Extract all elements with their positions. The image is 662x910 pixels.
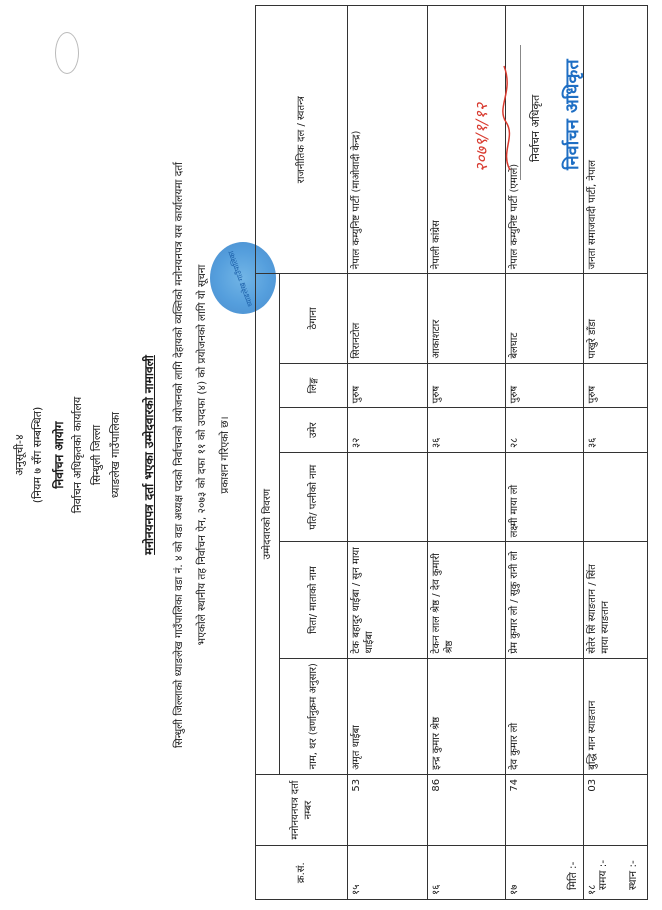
cell-gender: पुरुष bbox=[348, 363, 428, 408]
cell-parent: टेक बहादुर थाईबा / सुन माया थाईबा bbox=[348, 542, 428, 658]
date-label: मिति :- bbox=[567, 861, 579, 890]
table-row bbox=[428, 6, 506, 900]
cell-name: बुद्धि मान स्याङतान bbox=[584, 658, 648, 774]
cell-address: आकाशटार bbox=[428, 274, 506, 363]
cell-party: नेपाली कांग्रेस bbox=[428, 6, 506, 274]
rule-reference: (नियम ७ सँग सम्बन्धित) bbox=[31, 406, 44, 504]
cell-name: देव कुमार लो bbox=[506, 658, 584, 774]
cell-reg-no: 74 bbox=[506, 774, 584, 846]
cell-party: जनता समाजवादी पार्टी, नेपाल bbox=[584, 6, 648, 274]
office-name: निर्वाचन अधिकृतको कार्यालय bbox=[71, 396, 84, 514]
cell-parent: टेकन लाल श्रेष्ठ / देव कुमारी श्रेष्ठ bbox=[428, 542, 506, 658]
handwritten-signature-date: २०७९/१/१२ bbox=[472, 102, 491, 172]
seal-text: ध्याङलेख गाउँपालिका bbox=[226, 249, 255, 308]
cell-gender: पुरुष bbox=[428, 363, 506, 408]
cell-spouse bbox=[348, 453, 428, 542]
cell-parent: प्रेम कुमार लो / सुकु रानी लो bbox=[506, 542, 584, 658]
signature-flourish bbox=[498, 62, 518, 172]
district-name: सिन्धुली जिल्ला bbox=[90, 424, 103, 486]
cell-reg-no: 86 bbox=[428, 774, 506, 846]
cell-address: पाखुरे डाँडा bbox=[584, 274, 648, 363]
cell-name: इन्द्र कुमार श्रेष्ठ bbox=[428, 658, 506, 774]
municipality-name: ध्याङलेख गाउँपालिका bbox=[109, 411, 122, 499]
header-name: नाम, थर (वर्णानुक्रम अनुसार) bbox=[280, 658, 348, 774]
notice-line-3: प्रकाशन गरिएको छ। bbox=[219, 416, 231, 494]
cell-name: अमृत थाईबा bbox=[348, 658, 428, 774]
cell-serial: १५ bbox=[348, 846, 428, 900]
cell-gender: पुरुष bbox=[584, 363, 648, 408]
cell-gender: पुरुष bbox=[506, 363, 584, 408]
cell-party: नेपाल कम्युनिष्ट पार्टी (एमाले) bbox=[506, 6, 584, 274]
header-gender: लिङ्ग bbox=[280, 363, 348, 408]
candidate-table bbox=[255, 5, 648, 900]
cell-spouse bbox=[584, 453, 648, 542]
header-candidate-group: उम्मेदवारको विवरण bbox=[256, 274, 280, 775]
cell-age: ३६ bbox=[428, 408, 506, 453]
notice-line-2: भएकोले स्थानीय तह निर्वाचन ऐन, २०७३ को दफा ११ को उपदफा (४) को प्रयोजनको लागि यो सूचना bbox=[196, 264, 208, 646]
document-title: मनोनयनपत्र दर्ता भएका उम्मेदवारको नामावली bbox=[142, 355, 156, 555]
cell-address: सिरानटोल bbox=[348, 274, 428, 363]
header-address: ठेगाना bbox=[280, 274, 348, 363]
cell-parent: सेतेर सिं स्याङतान / सिंत माया स्याङतान bbox=[584, 542, 648, 658]
cell-reg-no: 03 bbox=[584, 774, 648, 846]
table-row bbox=[348, 6, 428, 900]
notice-line-1: सिन्धुली जिल्लाको ध्याङलेख गाउँपालिका वडा नं. ४ को वडा अध्यक्ष पदको निर्वाचनको प्रयोजनको लागि देहायको व्यक्तिको मनोनयनपत्र यस कार्यालयमा दर्ता bbox=[173, 162, 185, 748]
cell-serial: १६ bbox=[428, 846, 506, 900]
table-row bbox=[584, 6, 648, 900]
cell-party: नेपाल कम्युनिष्ट पार्टी (माओवादी केन्द्र) bbox=[348, 6, 428, 274]
cell-reg-no: 53 bbox=[348, 774, 428, 846]
header-reg-no: मनोनयनपत्र दर्ता नम्बर bbox=[256, 774, 348, 846]
cell-serial: १८ bbox=[584, 846, 648, 900]
cell-age: ३६ bbox=[584, 408, 648, 453]
officer-stamp: निर्वाचन अधिकृत bbox=[562, 59, 583, 170]
signature-line bbox=[520, 45, 521, 180]
cell-serial: १७ bbox=[506, 846, 584, 900]
header-serial: क्र.सं. bbox=[256, 846, 348, 900]
place-label: स्थान :- bbox=[627, 860, 639, 890]
cell-age: २८ bbox=[506, 408, 584, 453]
header-age: उमेर bbox=[280, 408, 348, 453]
cell-spouse: लक्ष्मी माया लो bbox=[506, 453, 584, 542]
header-spouse: पति/ पत्नीको नाम bbox=[280, 453, 348, 542]
schedule-label: अनुसूची-४ bbox=[13, 434, 26, 476]
time-label: समय :- bbox=[597, 859, 609, 890]
cell-spouse bbox=[428, 453, 506, 542]
header-party: राजनीतिक दल / स्वतन्त्र bbox=[256, 6, 348, 274]
cell-age: ३२ bbox=[348, 408, 428, 453]
commission-name: निर्वाचन आयोग bbox=[52, 421, 66, 489]
header-parent: पिता/ माताको नाम bbox=[280, 542, 348, 658]
officer-caption: निर्वाचन अधिकृत bbox=[529, 94, 542, 162]
cell-address: बेलघाट bbox=[506, 274, 584, 363]
